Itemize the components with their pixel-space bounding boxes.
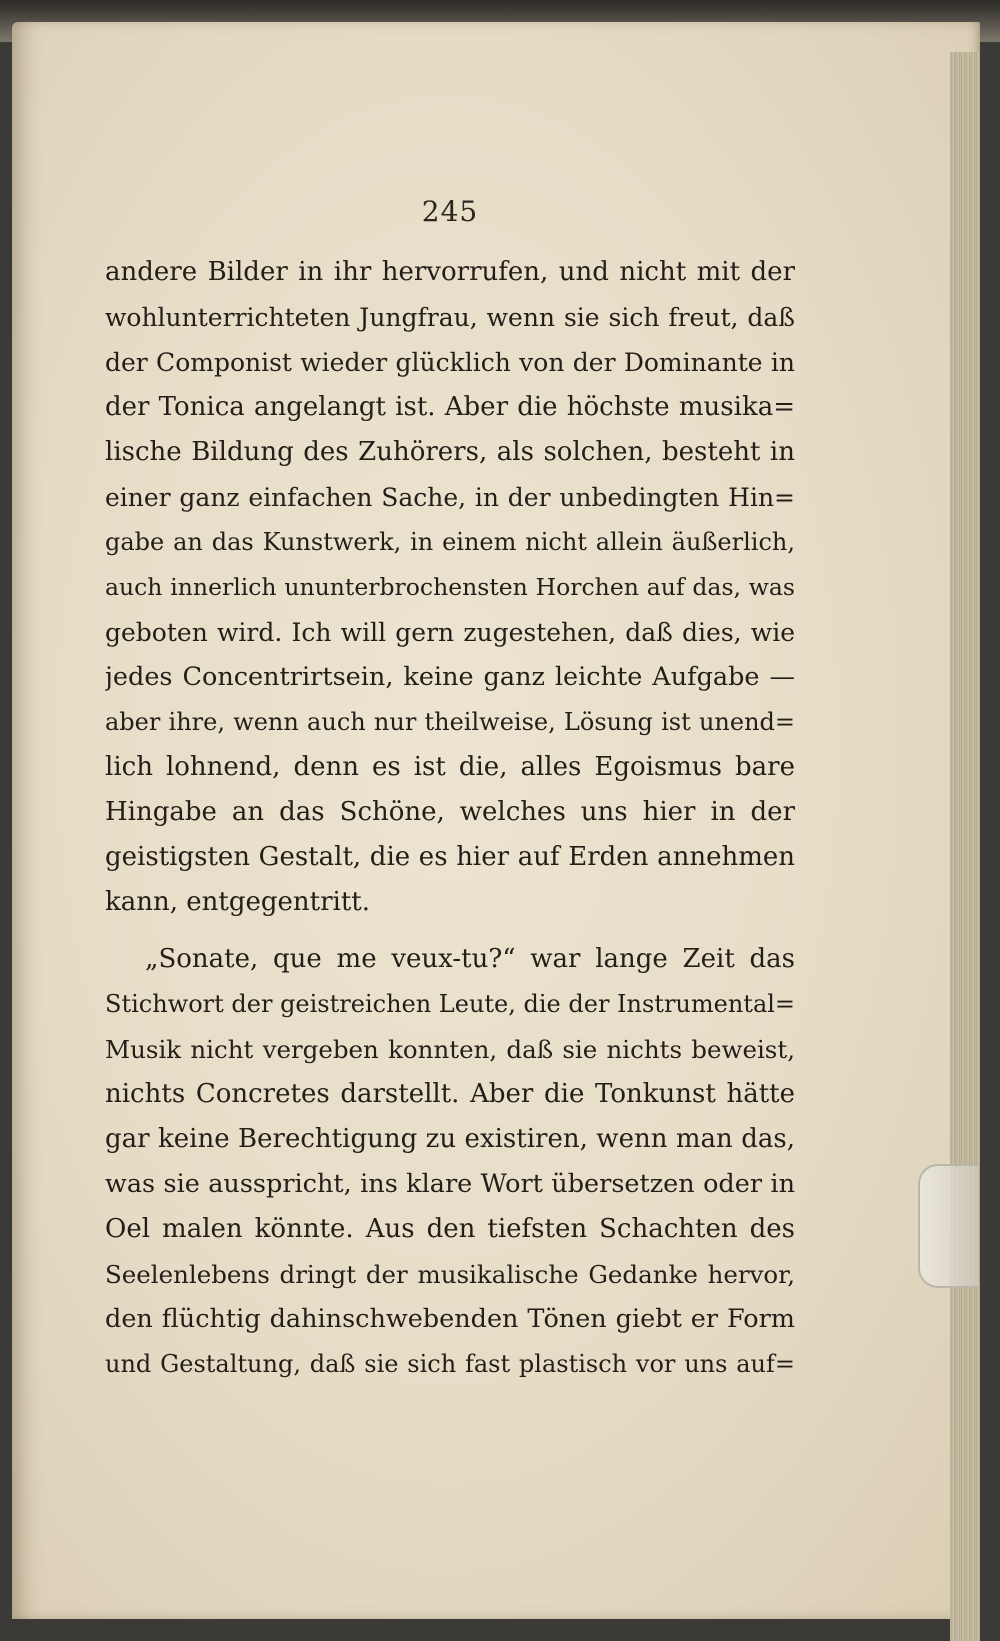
text-line: der Componist wieder glücklich von der Dominante in [105, 348, 795, 377]
text-line: Oel malen könnte. Aus den tiefsten Schachten des [105, 1214, 795, 1244]
text-line: geboten wird. Ich will gern zugestehen, daß dies, wie [105, 618, 795, 647]
text-line: Hingabe an das Schöne, welches uns hier in der [105, 797, 795, 827]
text-line: nichts Concretes darstellt. Aber die Tonkunst hätte [105, 1079, 795, 1109]
text-line: „Sonate, que me veux-tu?“ war lange Zeit das [145, 944, 795, 974]
page-edges [950, 52, 980, 1641]
text-line: den flüchtig dahinschwebenden Tönen giebt er Form [105, 1304, 795, 1334]
text-line: Seelenlebens dringt der musikalische Gedanke hervor, [105, 1260, 795, 1289]
text-line: gabe an das Kunstwerk, in einem nicht allein äußerlich, [105, 528, 795, 556]
text-line: der Tonica angelangt ist. Aber die höchste musika= [105, 392, 795, 422]
paragraph-gap [105, 925, 795, 937]
text-line: Stichwort der geistreichen Leute, die der Instrumental= [105, 990, 795, 1018]
paragraph-2 [105, 937, 795, 1387]
text-line: lische Bildung des Zuhörers, als solchen, besteht in [105, 437, 795, 467]
page-clip [918, 1164, 978, 1288]
text-line: und Gestaltung, daß sie sich fast plastisch vor uns auf= [105, 1350, 795, 1378]
text-line: andere Bilder in ihr hervorrufen, und nicht mit der [105, 257, 795, 287]
page-number: 245 [421, 195, 479, 228]
text-line: lich lohnend, denn es ist die, alles Egoismus bare [105, 752, 795, 782]
text-line: Musik nicht vergeben konnten, daß sie nichts beweist, [105, 1035, 795, 1064]
paragraph-1 [105, 250, 795, 925]
text-line: aber ihre, wenn auch nur theilweise, Lösung ist unend= [105, 708, 795, 736]
text-line: kann, entgegentritt. [105, 887, 371, 917]
body-text [105, 250, 795, 1387]
text-line: wohlunterrichteten Jungfrau, wenn sie sich freut, daß [105, 303, 795, 332]
text-line: gar keine Berechtigung zu existiren, wenn man das, [105, 1124, 795, 1154]
text-line: jedes Concentrirtsein, keine ganz leichte Aufgabe — [105, 662, 795, 692]
text-line: geistigsten Gestalt, die es hier auf Erden annehmen [105, 842, 795, 872]
text-line: was sie ausspricht, ins klare Wort übersetzen oder in [105, 1169, 795, 1199]
text-line: auch innerlich ununterbrochensten Horchen auf das, was [105, 573, 795, 601]
text-line: einer ganz einfachen Sache, in der unbedingten Hin= [105, 483, 795, 512]
